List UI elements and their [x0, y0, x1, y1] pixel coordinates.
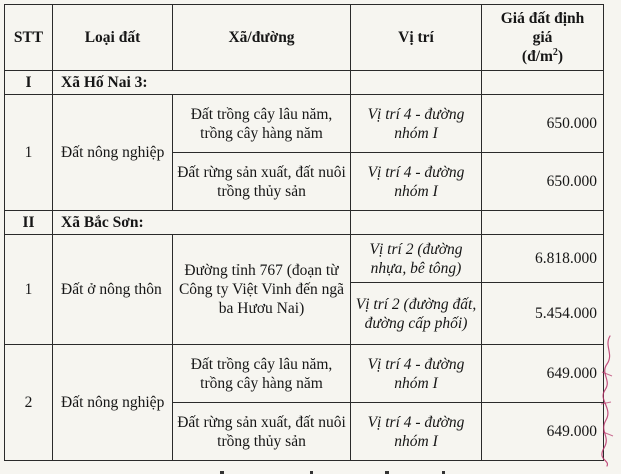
- header-price-unit-sup: 2: [552, 46, 558, 58]
- row-stt: 1: [5, 235, 53, 345]
- row-stt: 2: [5, 345, 53, 461]
- cut-off-text-fragment: [180, 462, 480, 474]
- section-row: [5, 71, 604, 95]
- row-street: Đất rừng sản xuất, đất nuôi trồng thủy sản: [173, 403, 351, 461]
- row-position: Vị trí 2 (đường đất, đường cấp phối): [351, 283, 482, 345]
- row-street: Đất rừng sản xuất, đất nuôi trồng thủy sản: [173, 153, 351, 211]
- row-street: Đất trồng cây lâu năm, trồng cây hàng năm: [173, 95, 351, 153]
- row-position: Vị trí 4 - đường nhóm I: [351, 153, 482, 211]
- row-land-type: Đất nông nghiệp: [53, 345, 173, 461]
- table-row: [5, 95, 604, 153]
- table-row: [5, 235, 604, 283]
- land-price-table: [4, 4, 604, 461]
- header-price-line2: giá: [532, 29, 553, 46]
- empty-cell: [351, 211, 482, 235]
- row-price: 650.000: [482, 95, 604, 153]
- row-stt: 1: [5, 95, 53, 211]
- row-street: Đường tỉnh 767 (đoạn từ Công ty Việt Vinh đến ngã ba Hươu Nai): [173, 235, 351, 345]
- header-price-line1: Giá đất định: [500, 10, 585, 27]
- header-price-unit-close: ): [557, 48, 564, 65]
- header-price-unit: (đ/m: [521, 48, 553, 65]
- header-commune-street: Xã/đường: [173, 5, 351, 71]
- table-row: [5, 345, 604, 403]
- section-row: [5, 211, 604, 235]
- section-name: Xã Hố Nai 3:: [53, 71, 351, 95]
- empty-cell: [482, 211, 604, 235]
- row-price: 6.818.000: [482, 235, 604, 283]
- header-land-type: Loại đất: [53, 5, 173, 71]
- section-numeral: II: [5, 211, 53, 235]
- empty-cell: [351, 71, 482, 95]
- row-price: 649.000: [482, 403, 604, 461]
- row-land-type: Đất ở nông thôn: [53, 235, 173, 345]
- row-position: Vị trí 4 - đường nhóm I: [351, 95, 482, 153]
- row-street: Đất trồng cây lâu năm, trồng cây hàng năm: [173, 345, 351, 403]
- header-stt: STT: [5, 5, 53, 71]
- header-position: Vị trí: [351, 5, 482, 71]
- row-land-type: Đất nông nghiệp: [53, 95, 173, 211]
- row-position: Vị trí 4 - đường nhóm I: [351, 345, 482, 403]
- row-position: Vị trí 4 - đường nhóm I: [351, 403, 482, 461]
- handwritten-signature: [596, 332, 618, 470]
- header-price: [482, 5, 604, 71]
- empty-cell: [482, 71, 604, 95]
- row-price: 5.454.000: [482, 283, 604, 345]
- section-numeral: I: [5, 71, 53, 95]
- row-price: 650.000: [482, 153, 604, 211]
- section-name: Xã Bắc Sơn:: [53, 211, 351, 235]
- header-row: [5, 5, 604, 71]
- row-price: 649.000: [482, 345, 604, 403]
- row-position: Vị trí 2 (đường nhựa, bê tông): [351, 235, 482, 283]
